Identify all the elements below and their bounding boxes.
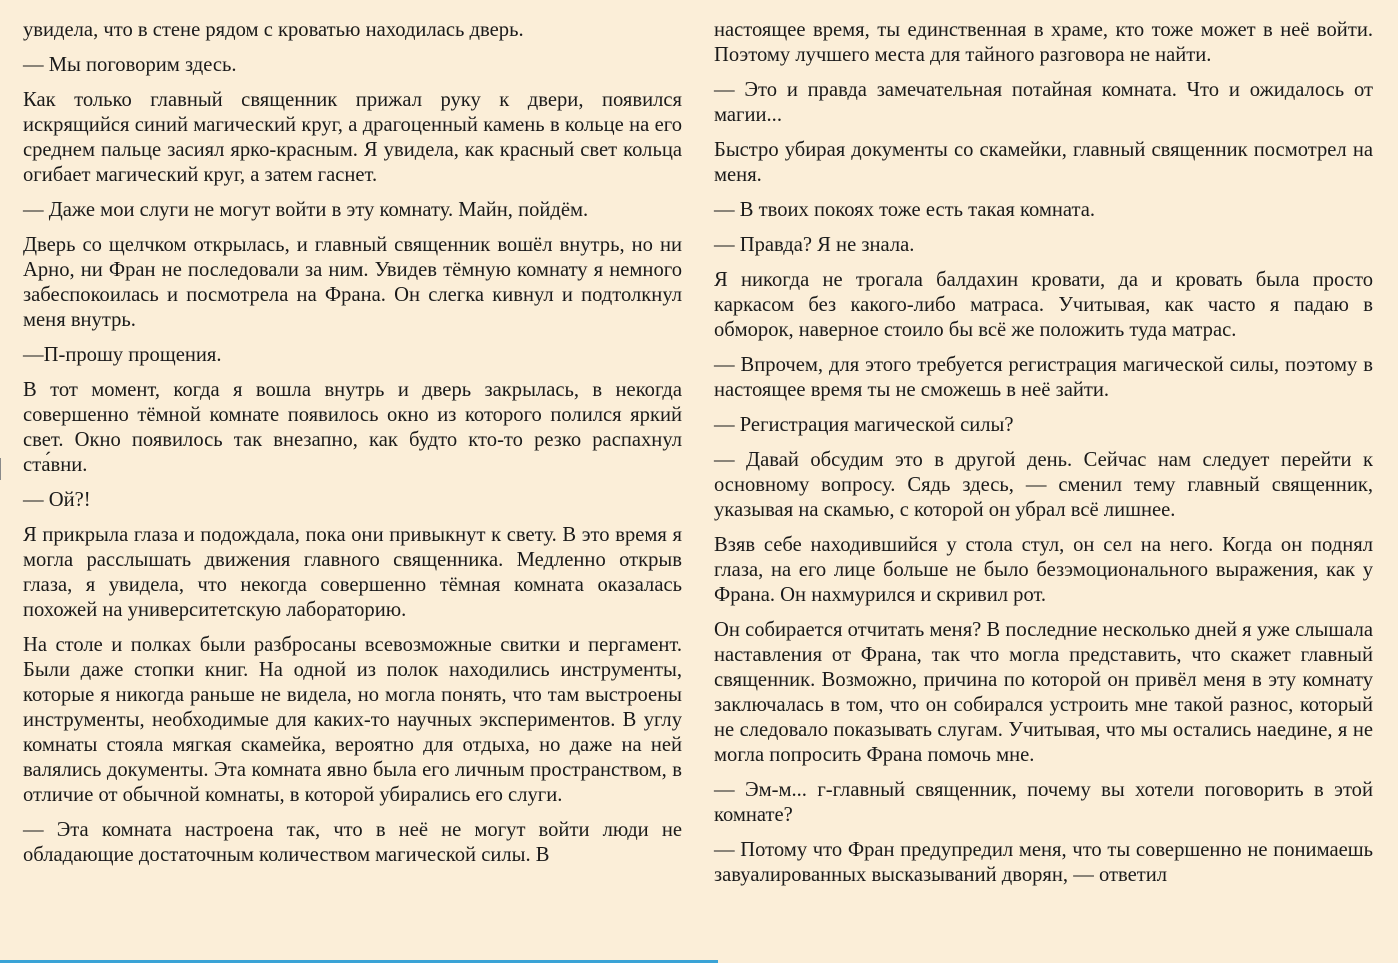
paragraph: Дверь со щелчком открылась, и главный священник вошёл внутрь, но ни Арно, ни Фран не последовали за ним. Увидев тёмную комнату я немного забеспокоилась и посмотрела на Франа. Он слегка кивнул и подтолкнул меня внутрь.	[23, 234, 682, 331]
paragraph: Я прикрыла глаза и подождала, пока они привыкнут к свету. В это время я могла расслышать движения главного священника. Медленно открыв глаза, я увидела, что некогда совершенно тёмная комната оказалась похожей на университетскую лабораторию.	[23, 524, 682, 621]
paragraph: — В твоих покоях тоже есть такая комната.	[714, 199, 1096, 221]
paragraph: Взяв себе находившийся у стола стул, он сел на него. Когда он поднял глаза, на его лице больше не было безэмоционального выражения, как у Франа. Он нахмурился и скривил рот.	[714, 534, 1373, 606]
paragraph: —П-прошу прощения.	[23, 344, 222, 366]
paragraph: — Ой?!	[23, 489, 91, 511]
paragraph: увидела, что в стене рядом с кроватью находилась дверь.	[23, 19, 524, 41]
paragraph: — Давай обсудим это в другой день. Сейчас нам следует перейти к основному вопросу. Сядь здесь, — сменил тему главный священник, указывая на скамью, с которой он убрал всё лишнее.	[714, 449, 1373, 521]
paragraph: — Эм-м... г-главный священник, почему вы хотели поговорить в этой комнате?	[714, 779, 1373, 826]
paragraph: — Правда? Я не знала.	[714, 234, 915, 256]
paragraph: — Даже мои слуги не могут войти в эту комнату. Майн, пойдём.	[23, 199, 589, 221]
paragraph: Как только главный священник прижал руку к двери, появился искрящийся синий магический круг, а драгоценный камень в кольце на его среднем пальце засиял ярко-красным. Я увидела, как красный свет кольца огибает магический круг, а затем гаснет.	[23, 89, 682, 186]
paragraph: настоящее время, ты единственная в храме, кто тоже может в неё войти. Поэтому лучшего места для тайного разговора не найти.	[714, 19, 1373, 66]
paragraph: — Мы поговорим здесь.	[23, 54, 237, 76]
paragraph: — Эта комната настроена так, что в неё не могут войти люди не обладающие достаточным количеством магической силы. В	[23, 819, 682, 866]
paragraph: В тот момент, когда я вошла внутрь и дверь закрылась, в некогда совершенно тёмной комнате появилось окно из которого полился яркий свет. Окно появилось так внезапно, как будто кто-то резко распахнул ста́вни.	[23, 379, 682, 476]
paragraph: — Впрочем, для этого требуется регистрация магической силы, поэтому в настоящее время ты не сможешь в неё зайти.	[714, 354, 1373, 401]
paragraph: — Потому что Фран предупредил меня, что ты совершенно не понимаешь завуалированных высказываний дворян, — ответил	[714, 839, 1373, 886]
paragraph: Он собирается отчитать меня? В последние несколько дней я уже слышала наставления от Франа, так что могла представить, что скажет главный священник. Возможно, причина по которой он привёл меня в эту комнату заключалась в том, что он собирался устроить мне такой разнос, который не следовало показывать слугам. Учитывая, что мы остались наедине, я не могла попросить Франа помочь мне.	[714, 619, 1373, 766]
right-text-column	[714, 18, 1373, 898]
paragraph: На столе и полках были разбросаны всевозможные свитки и пергамент. Были даже стопки книг. На одной из полок находились инструменты, которые я никогда раньше не видела, но могла понять, что там выстроены инструменты, необходимые для каких-то научных экспериментов. В углу комнаты стояла мягкая скамейка, вероятно для отдыха, но даже на ней валялись документы. Эта комната явно была его личным пространством, в отличие от обычной комнаты, в которой убирались его слуги.	[23, 634, 682, 806]
left-text-column	[23, 18, 682, 878]
paragraph: — Регистрация магической силы?	[714, 414, 1014, 436]
paragraph: Быстро убирая документы со скамейки, главный священник посмотрел на меня.	[714, 139, 1373, 186]
left-edge-marker	[0, 458, 1, 480]
paragraph: — Это и правда замечательная потайная комната. Что и ожидалось от магии...	[714, 79, 1373, 126]
paragraph: Я никогда не трогала балдахин кровати, да и кровать была просто каркасом без какого-либо матраса. Учитывая, как часто я падаю в обморок, наверное стоило бы всё же положить туда матрас.	[714, 269, 1373, 341]
